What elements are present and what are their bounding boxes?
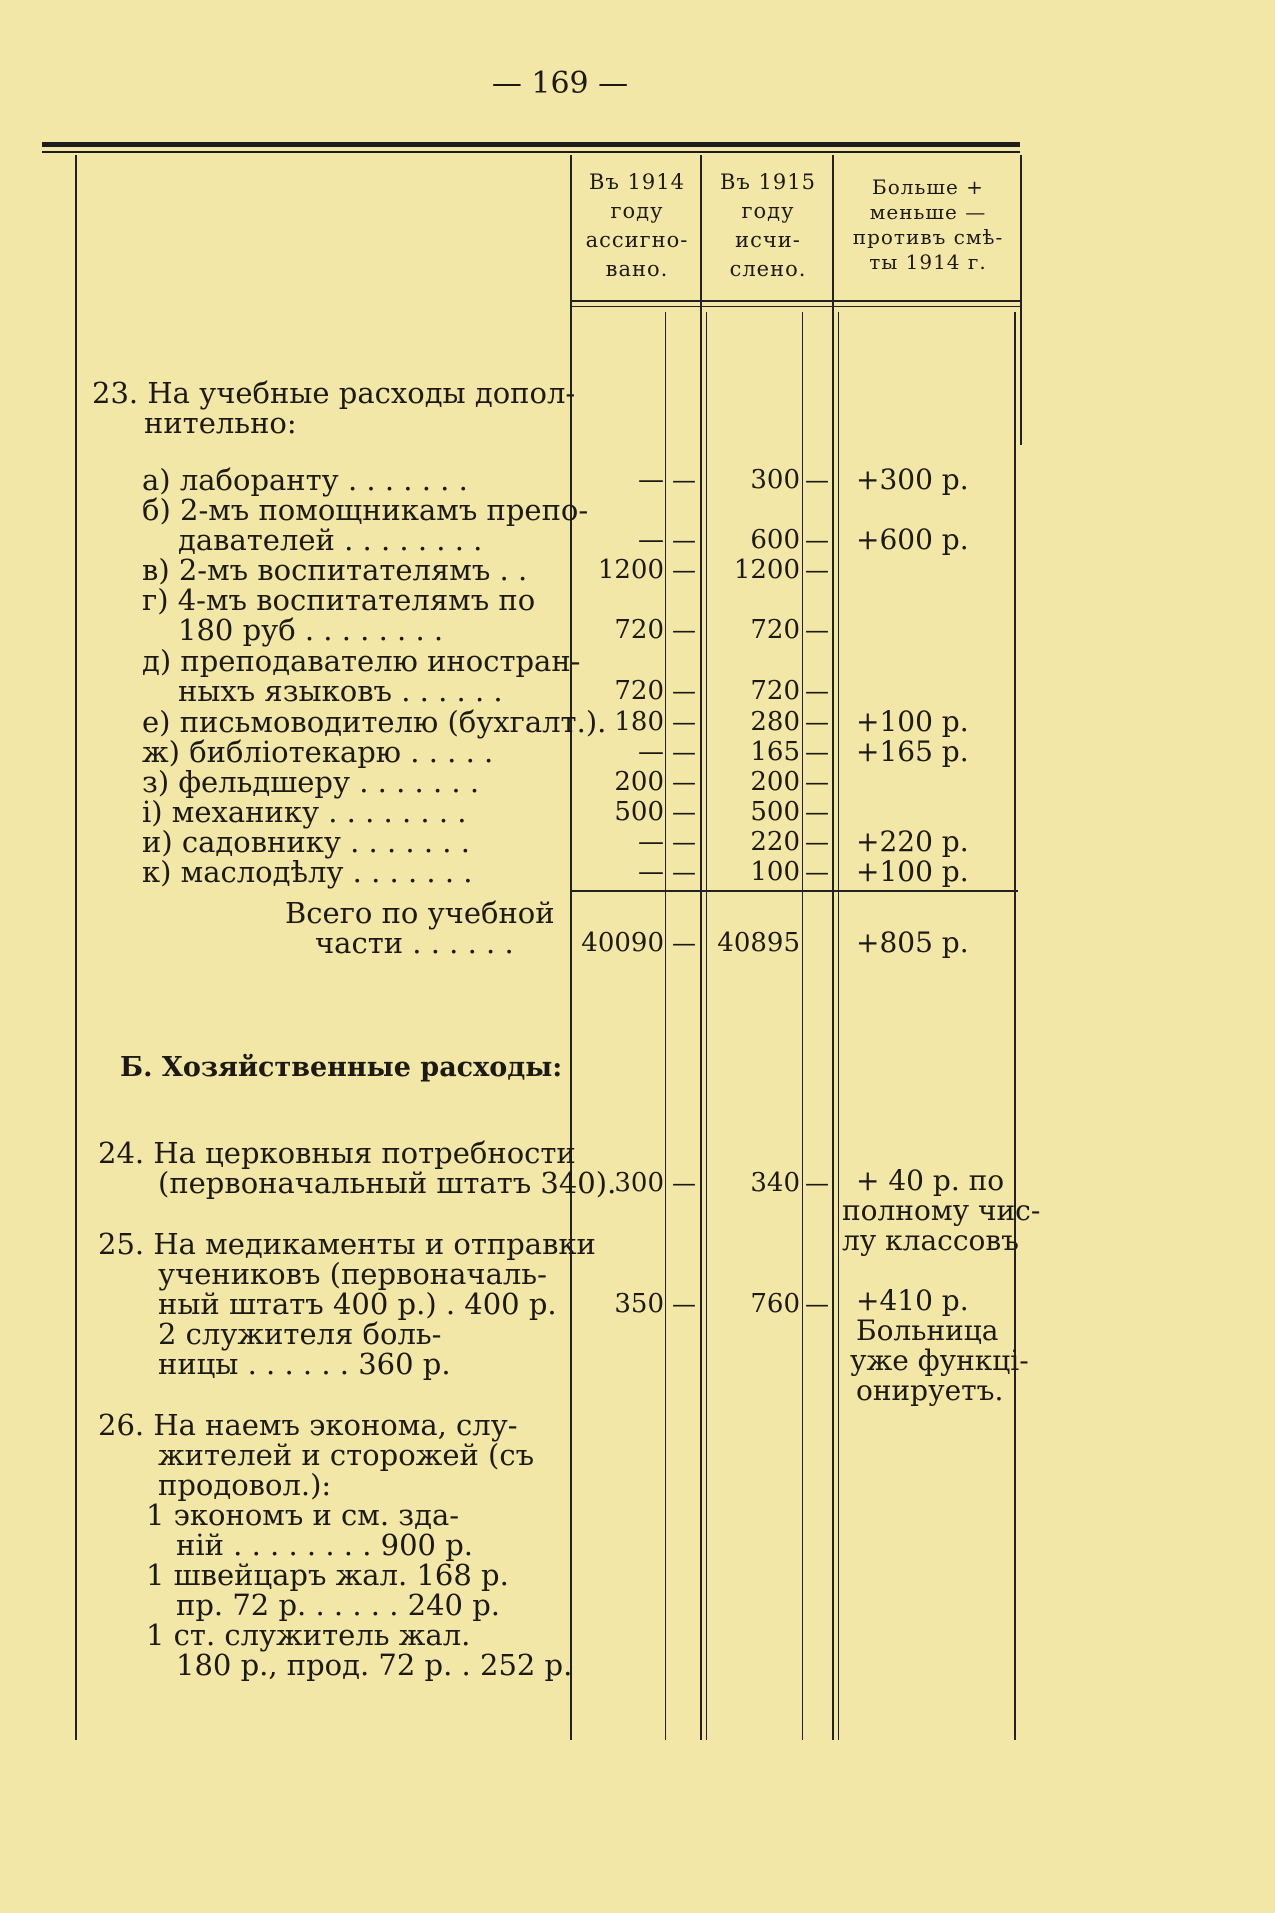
- description-line: ж) библіотекарю . . . . .: [142, 735, 494, 769]
- description-line: ницы . . . . . . 360 р.: [158, 1347, 451, 1381]
- amount-1915: 720: [750, 676, 800, 706]
- description-line: а) лаборанту . . . . . . .: [142, 463, 468, 497]
- amount-1914: 720: [614, 676, 664, 706]
- amount-1914: 720: [614, 615, 664, 645]
- difference: +100 р.: [856, 705, 969, 738]
- note-line: +410 р.: [856, 1284, 969, 1317]
- kopeks-1914: —: [672, 466, 696, 494]
- header-difference: [838, 175, 1018, 275]
- note-line: лу классовъ: [842, 1224, 1019, 1257]
- note-line: уже функці-: [850, 1344, 1029, 1377]
- description-line: к) маслодѣлу . . . . . . .: [142, 855, 473, 889]
- header-line: году: [610, 199, 664, 223]
- item-24-description: [98, 1138, 616, 1198]
- item-25-1914: 350: [614, 1289, 664, 1319]
- description-line: б) 2-мъ помощникамъ препо-: [142, 493, 589, 527]
- header-line: противъ смѣ-: [852, 225, 1004, 249]
- description-line: з) фельдшеру . . . . . . .: [142, 765, 480, 799]
- kopeks-1914: —: [672, 616, 696, 644]
- description-line: в) 2-мъ воспитателямъ . .: [142, 553, 528, 587]
- item-description: [142, 827, 470, 857]
- description-line: г) 4-мъ воспитателямъ по: [142, 583, 536, 617]
- kopeks-1915: —: [805, 526, 829, 554]
- kopeks-1915: —: [805, 828, 829, 856]
- item-description: [142, 646, 580, 706]
- note-line: + 40 р. по: [856, 1164, 1005, 1197]
- total-label: [285, 898, 555, 958]
- kopeks-1914: —: [672, 768, 696, 796]
- item-24-note: [842, 1166, 1040, 1256]
- description-line: 24. На церковныя потребности: [98, 1136, 576, 1170]
- kopeks-1915: —: [805, 768, 829, 796]
- item-description: [142, 585, 535, 645]
- amount-1914: —: [638, 465, 664, 495]
- item-description: [142, 797, 467, 827]
- header-1914: [576, 168, 698, 284]
- header-bottom-rule-2: [570, 306, 1020, 307]
- item-description: [142, 555, 527, 585]
- item-description: [142, 857, 473, 887]
- kopeks-1914: —: [672, 677, 696, 705]
- amount-1914: —: [638, 525, 664, 555]
- header-line: Въ 1914: [589, 170, 685, 194]
- description-line: 1 экономъ и см. зда-: [146, 1498, 460, 1532]
- description-line: 1 ст. служитель жал.: [146, 1618, 471, 1652]
- kopeks-1914: —: [672, 798, 696, 826]
- item-25-description: [98, 1229, 596, 1379]
- top-rule: [42, 142, 1020, 147]
- description-line: 2 служителя боль-: [158, 1317, 442, 1351]
- amount-1915: 1200: [733, 555, 800, 585]
- amount-1914: —: [638, 737, 664, 767]
- description-line: д) преподавателю иностран-: [142, 644, 581, 678]
- kopeks-1914: —: [672, 556, 696, 584]
- kopeks-1914: —: [672, 738, 696, 766]
- item-25-note: [850, 1284, 1029, 1407]
- difference: +600 р.: [856, 523, 969, 556]
- description-line: (первоначальный штатъ 340).: [158, 1166, 617, 1200]
- kopeks-1915: —: [805, 466, 829, 494]
- header-1915: [706, 168, 830, 284]
- column-divider-diff: [832, 155, 834, 1740]
- total-1914-kop: —: [672, 929, 696, 957]
- title-line: 23. На учебные расходы допол-: [92, 376, 576, 410]
- description-line: ній . . . . . . . . 900 р.: [176, 1528, 473, 1562]
- header-line: году: [741, 199, 795, 223]
- table-right-border: [1020, 155, 1022, 445]
- note-line: Больница: [856, 1314, 999, 1347]
- item-24-1914: 300: [614, 1168, 664, 1198]
- amount-1914: 200: [614, 767, 664, 797]
- title-line: нительно:: [144, 406, 297, 440]
- description-line: 26. На наемъ эконома, слу-: [98, 1408, 518, 1442]
- item-description: [142, 465, 468, 495]
- amount-1915: 600: [750, 525, 800, 555]
- kopeks-1915: —: [805, 616, 829, 644]
- amount-1915: 220: [750, 827, 800, 857]
- description-line: ный штатъ 400 р.) . 400 р.: [158, 1287, 557, 1321]
- item-24-1914-kop: —: [672, 1169, 696, 1197]
- difference: +300 р.: [856, 463, 969, 496]
- total-difference: +805 р.: [856, 926, 969, 959]
- column-divider-1915b: [706, 312, 707, 1740]
- header-line: Въ 1915: [720, 170, 816, 194]
- item-description: [142, 767, 479, 797]
- kopeks-1914: —: [672, 828, 696, 856]
- amount-1914: 1200: [597, 555, 664, 585]
- item-26-description: [98, 1410, 572, 1680]
- table-right-border-lower: [1014, 312, 1016, 1740]
- kopeks-1915: —: [805, 677, 829, 705]
- amount-1914: 180: [614, 707, 664, 737]
- header-line: вано.: [605, 257, 669, 281]
- header-line: исчи-: [735, 228, 801, 252]
- amount-1915: 280: [750, 707, 800, 737]
- header-bottom-rule: [570, 300, 1020, 302]
- header-line: Больше +: [872, 175, 984, 199]
- kopeks-1914: —: [672, 858, 696, 886]
- note-line: полному чис-: [842, 1194, 1041, 1227]
- difference: +220 р.: [856, 825, 969, 858]
- description-line: учениковъ (первоначаль-: [158, 1257, 547, 1291]
- kopeks-1915: —: [805, 556, 829, 584]
- kopeks-1914: —: [672, 526, 696, 554]
- section-b-title: Б. Хозяйственные расходы:: [120, 1052, 563, 1083]
- header-line: слено.: [729, 257, 807, 281]
- description-line: давателей . . . . . . . .: [178, 523, 483, 557]
- item-24-1915: 340: [750, 1168, 800, 1198]
- difference: +100 р.: [856, 855, 969, 888]
- amount-1914: —: [638, 857, 664, 887]
- header-line: ассигно-: [585, 228, 689, 252]
- description-line: 25. На медикаменты и отправки: [98, 1227, 596, 1261]
- item-25-1914-kop: —: [672, 1290, 696, 1318]
- column-divider-1914-kop: [665, 312, 666, 1740]
- kopeks-1915: —: [805, 798, 829, 826]
- amount-1915: 200: [750, 767, 800, 797]
- item-24-1915-kop: —: [805, 1169, 829, 1197]
- amount-1915: 500: [750, 797, 800, 827]
- kopeks-1915: —: [805, 858, 829, 886]
- description-line: жителей и сторожей (съ: [158, 1438, 535, 1472]
- description-line: е) письмоводителю (бухгалт.).: [142, 705, 607, 739]
- amount-1915: 165: [750, 737, 800, 767]
- item-description: [142, 707, 606, 737]
- page-number: — 169 —: [491, 66, 629, 101]
- total-1914: 40090: [581, 928, 664, 958]
- total-1915: 40895: [717, 928, 800, 958]
- description-line: продовол.):: [158, 1468, 332, 1502]
- difference: +165 р.: [856, 735, 969, 768]
- total-rule: [570, 890, 1018, 892]
- note-line: онируетъ.: [856, 1374, 1004, 1407]
- kopeks-1915: —: [805, 738, 829, 766]
- description-line: і) механику . . . . . . . .: [142, 795, 467, 829]
- header-line: меньше —: [869, 200, 987, 224]
- amount-1915: 100: [750, 857, 800, 887]
- kopeks-1915: —: [805, 708, 829, 736]
- total-line: части . . . . . .: [315, 926, 514, 960]
- total-line: Всего по учебной: [285, 896, 555, 930]
- item-description: [142, 495, 588, 555]
- description-line: пр. 72 р. . . . . . 240 р.: [176, 1588, 500, 1622]
- description-line: и) садовнику . . . . . . .: [142, 825, 470, 859]
- section-23-title: [92, 378, 575, 438]
- kopeks-1914: —: [672, 708, 696, 736]
- amount-1914: 500: [614, 797, 664, 827]
- item-25-1915-kop: —: [805, 1290, 829, 1318]
- item-description: [142, 737, 493, 767]
- description-line: 1 швейцаръ жал. 168 р.: [146, 1558, 509, 1592]
- amount-1915: 300: [750, 465, 800, 495]
- amount-1914: —: [638, 827, 664, 857]
- top-rule-thin: [42, 151, 1020, 153]
- item-25-1915: 760: [750, 1289, 800, 1319]
- header-line: ты 1914 г.: [869, 250, 987, 274]
- amount-1915: 720: [750, 615, 800, 645]
- table-left-border: [75, 155, 77, 1740]
- description-line: 180 руб . . . . . . . .: [178, 613, 444, 647]
- description-line: ныхъ языковъ . . . . . .: [178, 674, 503, 708]
- description-line: 180 р., прод. 72 р. . 252 р.: [176, 1648, 573, 1682]
- column-divider-diff-b: [838, 312, 839, 1740]
